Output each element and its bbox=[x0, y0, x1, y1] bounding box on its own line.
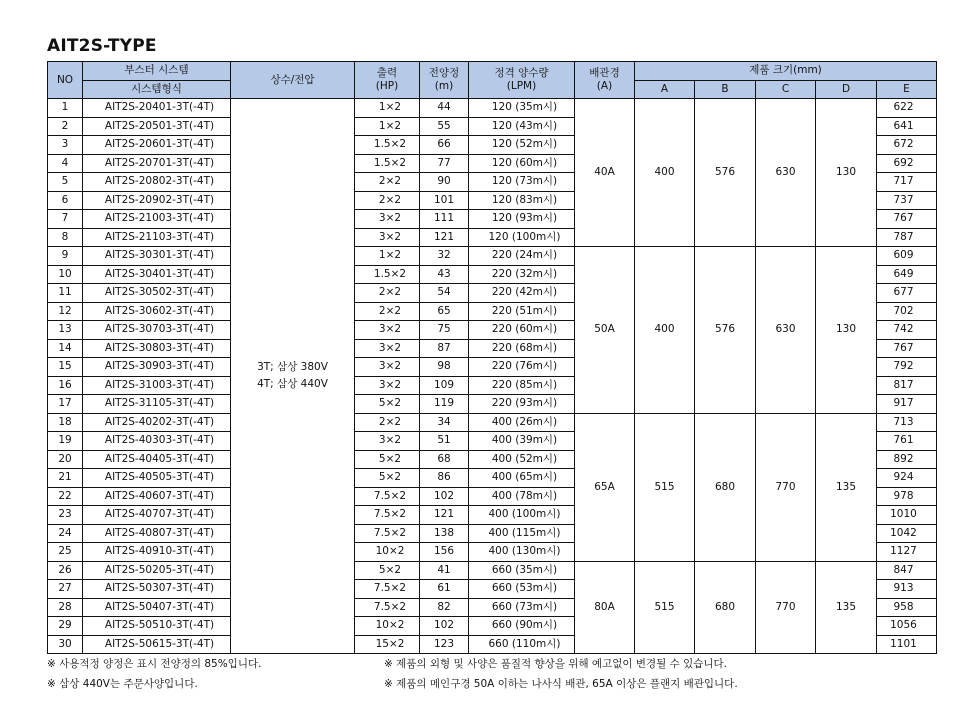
row-head: 87 bbox=[420, 339, 469, 358]
row-no: 7 bbox=[48, 210, 83, 229]
row-power: 3×2 bbox=[355, 210, 420, 229]
row-flow: 120 (83m시) bbox=[469, 191, 575, 210]
row-model: AIT2S-30703-3T(-4T) bbox=[83, 321, 231, 340]
row-head: 51 bbox=[420, 432, 469, 451]
group-a-cell: 515 bbox=[635, 561, 695, 654]
header-dim-d: D bbox=[816, 80, 877, 99]
note-pipe-connection: ※ 제품의 메인구경 50A 이하는 나사식 배관, 65A 이상은 플랜지 배관입니다. bbox=[384, 678, 738, 690]
group-c-cell: 630 bbox=[756, 247, 816, 414]
row-model: AIT2S-20601-3T(-4T) bbox=[83, 136, 231, 155]
row-power: 7.5×2 bbox=[355, 487, 420, 506]
group-d-cell: 135 bbox=[816, 561, 877, 654]
group-pipe-cell: 50A bbox=[575, 247, 635, 414]
note-spec-change: ※ 제품의 외형 및 사양은 품질적 향상을 위해 예고없이 변경될 수 있습니다. bbox=[384, 658, 727, 670]
row-no: 21 bbox=[48, 469, 83, 488]
group-d-cell: 130 bbox=[816, 247, 877, 414]
row-head: 61 bbox=[420, 580, 469, 599]
row-model: AIT2S-31105-3T(-4T) bbox=[83, 395, 231, 414]
row-head: 121 bbox=[420, 228, 469, 247]
row-dim-e: 787 bbox=[877, 228, 937, 247]
row-dim-e: 737 bbox=[877, 191, 937, 210]
row-no: 10 bbox=[48, 265, 83, 284]
row-head: 102 bbox=[420, 487, 469, 506]
row-head: 90 bbox=[420, 173, 469, 192]
header-dim-c: C bbox=[756, 80, 816, 99]
header-flow: 정격 양수량 (LPM) bbox=[469, 62, 575, 99]
row-model: AIT2S-20501-3T(-4T) bbox=[83, 117, 231, 136]
group-b-cell: 576 bbox=[695, 99, 756, 247]
row-flow: 400 (100m시) bbox=[469, 506, 575, 525]
row-head: 55 bbox=[420, 117, 469, 136]
header-system-model: 시스템형식 bbox=[83, 80, 231, 99]
row-model: AIT2S-30803-3T(-4T) bbox=[83, 339, 231, 358]
row-head: 66 bbox=[420, 136, 469, 155]
row-no: 16 bbox=[48, 376, 83, 395]
row-dim-e: 917 bbox=[877, 395, 937, 414]
row-no: 23 bbox=[48, 506, 83, 525]
row-dim-e: 677 bbox=[877, 284, 937, 303]
spec-table-body bbox=[48, 99, 937, 654]
row-head: 86 bbox=[420, 469, 469, 488]
row-model: AIT2S-40707-3T(-4T) bbox=[83, 506, 231, 525]
row-model: AIT2S-30401-3T(-4T) bbox=[83, 265, 231, 284]
row-power: 1×2 bbox=[355, 247, 420, 266]
row-model: AIT2S-20802-3T(-4T) bbox=[83, 173, 231, 192]
row-head: 109 bbox=[420, 376, 469, 395]
spec-table bbox=[47, 61, 937, 654]
row-no: 9 bbox=[48, 247, 83, 266]
group-c-cell: 770 bbox=[756, 561, 816, 654]
row-model: AIT2S-21003-3T(-4T) bbox=[83, 210, 231, 229]
row-dim-e: 672 bbox=[877, 136, 937, 155]
header-dim-e: E bbox=[877, 80, 937, 99]
row-flow: 220 (85m시) bbox=[469, 376, 575, 395]
row-model: AIT2S-30602-3T(-4T) bbox=[83, 302, 231, 321]
row-flow: 220 (76m시) bbox=[469, 358, 575, 377]
row-model: AIT2S-40910-3T(-4T) bbox=[83, 543, 231, 562]
row-dim-e: 761 bbox=[877, 432, 937, 451]
header-booster-system: 부스터 시스템 bbox=[83, 62, 231, 81]
group-d-cell: 130 bbox=[816, 99, 877, 247]
row-no: 14 bbox=[48, 339, 83, 358]
row-no: 24 bbox=[48, 524, 83, 543]
row-dim-e: 649 bbox=[877, 265, 937, 284]
row-model: AIT2S-50615-3T(-4T) bbox=[83, 635, 231, 654]
row-head: 156 bbox=[420, 543, 469, 562]
row-power: 2×2 bbox=[355, 413, 420, 432]
row-flow: 220 (32m시) bbox=[469, 265, 575, 284]
row-flow: 120 (35m시) bbox=[469, 99, 575, 118]
row-power: 10×2 bbox=[355, 617, 420, 636]
row-no: 26 bbox=[48, 561, 83, 580]
group-a-cell: 400 bbox=[635, 99, 695, 247]
row-no: 20 bbox=[48, 450, 83, 469]
row-head: 43 bbox=[420, 265, 469, 284]
row-dim-e: 767 bbox=[877, 210, 937, 229]
row-power: 5×2 bbox=[355, 469, 420, 488]
row-no: 29 bbox=[48, 617, 83, 636]
row-flow: 120 (93m시) bbox=[469, 210, 575, 229]
row-no: 19 bbox=[48, 432, 83, 451]
header-pipe: 배관경 (A) bbox=[575, 62, 635, 99]
row-flow: 220 (93m시) bbox=[469, 395, 575, 414]
group-d-cell: 135 bbox=[816, 413, 877, 561]
group-c-cell: 770 bbox=[756, 413, 816, 561]
row-model: AIT2S-40807-3T(-4T) bbox=[83, 524, 231, 543]
row-power: 1×2 bbox=[355, 117, 420, 136]
row-power: 1.5×2 bbox=[355, 136, 420, 155]
row-dim-e: 792 bbox=[877, 358, 937, 377]
row-model: AIT2S-40405-3T(-4T) bbox=[83, 450, 231, 469]
row-no: 11 bbox=[48, 284, 83, 303]
row-head: 32 bbox=[420, 247, 469, 266]
header-phase-voltage: 상수/전압 bbox=[231, 62, 355, 99]
row-head: 98 bbox=[420, 358, 469, 377]
row-flow: 660 (53m시) bbox=[469, 580, 575, 599]
row-no: 4 bbox=[48, 154, 83, 173]
row-flow: 400 (130m시) bbox=[469, 543, 575, 562]
row-head: 138 bbox=[420, 524, 469, 543]
group-b-cell: 680 bbox=[695, 413, 756, 561]
row-dim-e: 847 bbox=[877, 561, 937, 580]
note-440v-order: ※ 삼상 440V는 주문사양입니다. bbox=[47, 678, 198, 690]
row-no: 18 bbox=[48, 413, 83, 432]
row-power: 1×2 bbox=[355, 99, 420, 118]
row-power: 3×2 bbox=[355, 228, 420, 247]
row-head: 68 bbox=[420, 450, 469, 469]
group-c-cell: 630 bbox=[756, 99, 816, 247]
row-flow: 660 (90m시) bbox=[469, 617, 575, 636]
row-dim-e: 1010 bbox=[877, 506, 937, 525]
row-flow: 400 (26m시) bbox=[469, 413, 575, 432]
row-head: 65 bbox=[420, 302, 469, 321]
row-power: 5×2 bbox=[355, 561, 420, 580]
row-no: 30 bbox=[48, 635, 83, 654]
row-flow: 220 (24m시) bbox=[469, 247, 575, 266]
row-flow: 220 (60m시) bbox=[469, 321, 575, 340]
row-flow: 120 (100m시) bbox=[469, 228, 575, 247]
row-flow: 400 (115m시) bbox=[469, 524, 575, 543]
row-power: 3×2 bbox=[355, 321, 420, 340]
row-model: AIT2S-20902-3T(-4T) bbox=[83, 191, 231, 210]
row-head: 123 bbox=[420, 635, 469, 654]
group-pipe-cell: 80A bbox=[575, 561, 635, 654]
row-model: AIT2S-40303-3T(-4T) bbox=[83, 432, 231, 451]
row-dim-e: 924 bbox=[877, 469, 937, 488]
group-pipe-cell: 65A bbox=[575, 413, 635, 561]
row-head: 77 bbox=[420, 154, 469, 173]
row-power: 7.5×2 bbox=[355, 598, 420, 617]
row-flow: 660 (35m시) bbox=[469, 561, 575, 580]
row-flow: 220 (68m시) bbox=[469, 339, 575, 358]
page-title: AIT2S-TYPE bbox=[47, 36, 157, 56]
row-head: 34 bbox=[420, 413, 469, 432]
row-head: 75 bbox=[420, 321, 469, 340]
row-no: 15 bbox=[48, 358, 83, 377]
row-no: 28 bbox=[48, 598, 83, 617]
row-model: AIT2S-50307-3T(-4T) bbox=[83, 580, 231, 599]
row-no: 8 bbox=[48, 228, 83, 247]
table-row bbox=[48, 247, 937, 266]
row-power: 5×2 bbox=[355, 450, 420, 469]
row-flow: 120 (43m시) bbox=[469, 117, 575, 136]
row-flow: 400 (52m시) bbox=[469, 450, 575, 469]
row-flow: 220 (51m시) bbox=[469, 302, 575, 321]
row-dim-e: 817 bbox=[877, 376, 937, 395]
header-head: 전양정 (m) bbox=[420, 62, 469, 99]
table-row bbox=[48, 561, 937, 580]
row-dim-e: 767 bbox=[877, 339, 937, 358]
row-flow: 220 (42m시) bbox=[469, 284, 575, 303]
group-a-cell: 515 bbox=[635, 413, 695, 561]
row-power: 3×2 bbox=[355, 432, 420, 451]
row-model: AIT2S-30502-3T(-4T) bbox=[83, 284, 231, 303]
row-no: 22 bbox=[48, 487, 83, 506]
row-power: 3×2 bbox=[355, 339, 420, 358]
row-dim-e: 1127 bbox=[877, 543, 937, 562]
row-power: 7.5×2 bbox=[355, 580, 420, 599]
row-dim-e: 1056 bbox=[877, 617, 937, 636]
row-power: 1.5×2 bbox=[355, 154, 420, 173]
row-flow: 120 (73m시) bbox=[469, 173, 575, 192]
row-head: 121 bbox=[420, 506, 469, 525]
row-head: 119 bbox=[420, 395, 469, 414]
table-row bbox=[48, 99, 937, 118]
row-model: AIT2S-20701-3T(-4T) bbox=[83, 154, 231, 173]
phase-voltage-line1: 3T; 삼상 380V bbox=[257, 361, 328, 373]
row-power: 2×2 bbox=[355, 284, 420, 303]
row-head: 44 bbox=[420, 99, 469, 118]
row-flow: 400 (78m시) bbox=[469, 487, 575, 506]
row-power: 10×2 bbox=[355, 543, 420, 562]
row-no: 12 bbox=[48, 302, 83, 321]
row-dim-e: 641 bbox=[877, 117, 937, 136]
header-no: NO bbox=[48, 62, 83, 99]
row-model: AIT2S-50510-3T(-4T) bbox=[83, 617, 231, 636]
row-dim-e: 717 bbox=[877, 173, 937, 192]
row-model: AIT2S-50205-3T(-4T) bbox=[83, 561, 231, 580]
row-head: 54 bbox=[420, 284, 469, 303]
row-flow: 120 (52m시) bbox=[469, 136, 575, 155]
row-dim-e: 742 bbox=[877, 321, 937, 340]
row-no: 27 bbox=[48, 580, 83, 599]
row-head: 82 bbox=[420, 598, 469, 617]
row-model: AIT2S-40607-3T(-4T) bbox=[83, 487, 231, 506]
row-dim-e: 978 bbox=[877, 487, 937, 506]
row-model: AIT2S-21103-3T(-4T) bbox=[83, 228, 231, 247]
header-dim-b: B bbox=[695, 80, 756, 99]
row-no: 13 bbox=[48, 321, 83, 340]
row-no: 1 bbox=[48, 99, 83, 118]
table-row bbox=[48, 413, 937, 432]
row-flow: 400 (65m시) bbox=[469, 469, 575, 488]
row-flow: 660 (73m시) bbox=[469, 598, 575, 617]
header-dimensions: 제품 크기(mm) bbox=[635, 62, 937, 81]
row-head: 102 bbox=[420, 617, 469, 636]
row-power: 7.5×2 bbox=[355, 506, 420, 525]
row-power: 15×2 bbox=[355, 635, 420, 654]
row-power: 3×2 bbox=[355, 376, 420, 395]
phase-voltage-cell bbox=[231, 99, 355, 654]
row-dim-e: 958 bbox=[877, 598, 937, 617]
row-no: 5 bbox=[48, 173, 83, 192]
row-dim-e: 892 bbox=[877, 450, 937, 469]
row-flow: 120 (60m시) bbox=[469, 154, 575, 173]
row-model: AIT2S-40202-3T(-4T) bbox=[83, 413, 231, 432]
row-model: AIT2S-20401-3T(-4T) bbox=[83, 99, 231, 118]
row-no: 2 bbox=[48, 117, 83, 136]
group-b-cell: 680 bbox=[695, 561, 756, 654]
row-dim-e: 692 bbox=[877, 154, 937, 173]
phase-voltage-line2: 4T; 삼상 440V bbox=[257, 378, 328, 390]
row-power: 1.5×2 bbox=[355, 265, 420, 284]
row-no: 6 bbox=[48, 191, 83, 210]
row-no: 25 bbox=[48, 543, 83, 562]
row-head: 111 bbox=[420, 210, 469, 229]
row-model: AIT2S-50407-3T(-4T) bbox=[83, 598, 231, 617]
group-pipe-cell: 40A bbox=[575, 99, 635, 247]
row-model: AIT2S-30903-3T(-4T) bbox=[83, 358, 231, 377]
row-dim-e: 702 bbox=[877, 302, 937, 321]
row-flow: 400 (39m시) bbox=[469, 432, 575, 451]
row-dim-e: 609 bbox=[877, 247, 937, 266]
row-no: 3 bbox=[48, 136, 83, 155]
row-model: AIT2S-30301-3T(-4T) bbox=[83, 247, 231, 266]
row-dim-e: 1042 bbox=[877, 524, 937, 543]
group-b-cell: 576 bbox=[695, 247, 756, 414]
header-output: 출력 (HP) bbox=[355, 62, 420, 99]
row-power: 5×2 bbox=[355, 395, 420, 414]
row-head: 41 bbox=[420, 561, 469, 580]
row-head: 101 bbox=[420, 191, 469, 210]
row-dim-e: 913 bbox=[877, 580, 937, 599]
row-model: AIT2S-31003-3T(-4T) bbox=[83, 376, 231, 395]
row-power: 7.5×2 bbox=[355, 524, 420, 543]
row-dim-e: 1101 bbox=[877, 635, 937, 654]
row-dim-e: 713 bbox=[877, 413, 937, 432]
header-dim-a: A bbox=[635, 80, 695, 99]
group-a-cell: 400 bbox=[635, 247, 695, 414]
row-power: 2×2 bbox=[355, 302, 420, 321]
row-power: 2×2 bbox=[355, 191, 420, 210]
row-model: AIT2S-40505-3T(-4T) bbox=[83, 469, 231, 488]
row-power: 2×2 bbox=[355, 173, 420, 192]
note-usage-head: ※ 사용적정 양정은 표시 전양정의 85%입니다. bbox=[47, 658, 262, 670]
row-flow: 660 (110m시) bbox=[469, 635, 575, 654]
row-no: 17 bbox=[48, 395, 83, 414]
row-dim-e: 622 bbox=[877, 99, 937, 118]
row-power: 3×2 bbox=[355, 358, 420, 377]
